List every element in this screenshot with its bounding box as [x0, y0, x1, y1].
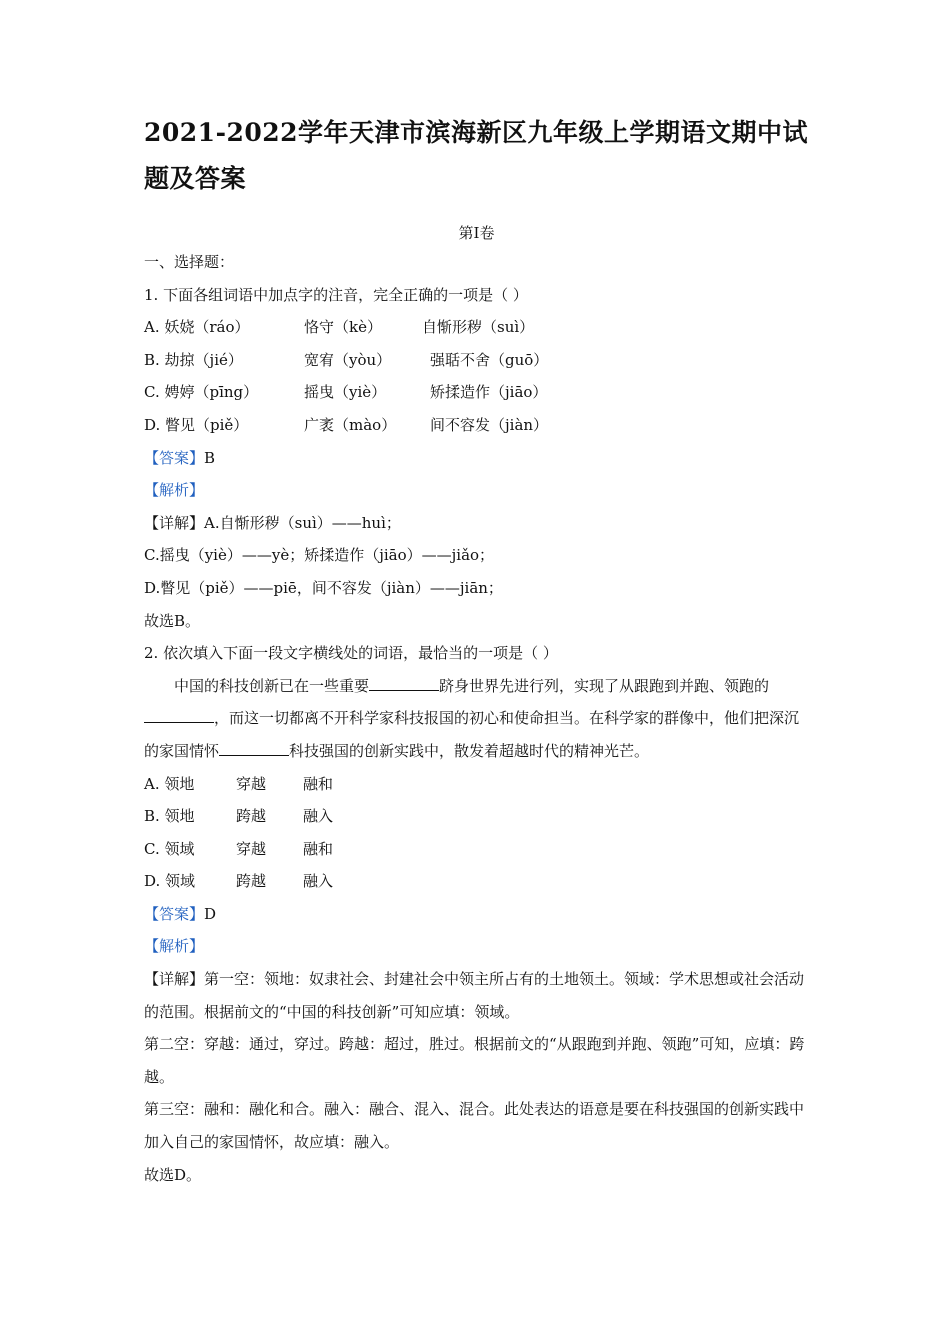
question-1-analysis	[144, 474, 809, 507]
question-2-detail-blank-2: 第二空：穿越：通过，穿过。跨越：超过，胜过。根据前文的“从跟跑到并跑、领跑”可知，应填：跨越。	[144, 1035, 805, 1086]
passage-part-1: 中国的科技创新已在一些重要	[174, 676, 370, 695]
question-2-stem: 2. 依次填入下面一段文字横线处的词语，最恰当的一项是（ ）	[144, 644, 558, 663]
question-2-option-a	[144, 768, 809, 801]
option-a-word-3: 融和	[303, 774, 334, 793]
blank-1	[369, 676, 439, 691]
detail-tag: 【详解】	[144, 970, 205, 989]
option-c-word-2: 摇曳（yiè）	[304, 383, 387, 402]
question-2-detail-blank-3: 第三空：融和：融化和合。融入：融合、混入、混合。此处表达的语意是要在科技强国的创新实践中加入自己的家国情怀，故应填：融入。	[144, 1100, 805, 1152]
detail-text: A.自惭形秽（suì）——huì；	[204, 513, 401, 532]
document-title: 2021-2022学年天津市滨海新区九年级上学期语文期中试题及答案	[144, 118, 809, 193]
option-b-word-1: B. 劫掠（jié）	[144, 350, 243, 369]
option-b-word-1: B. 领地	[144, 807, 195, 826]
answer-value: B	[204, 448, 216, 467]
analysis-tag: 【解析】	[144, 481, 205, 500]
answer-value: D	[204, 904, 217, 923]
question-1-option-c	[144, 376, 809, 409]
question-1-option-d	[144, 409, 809, 442]
question-1-option-b	[144, 344, 809, 377]
option-d-word-2: 跨越	[236, 872, 267, 891]
option-c-word-1: C. 娉婷（pīng）	[144, 383, 259, 402]
question-2-answer	[144, 898, 809, 931]
blank-3	[219, 741, 289, 756]
volume-heading: 第Ⅰ卷	[458, 224, 495, 242]
question-2-analysis	[144, 930, 809, 963]
option-a-word-2: 穿越	[236, 774, 267, 793]
passage-part-4: 科技强国的创新实践中，散发着超越时代的精神光芒。	[289, 741, 650, 760]
question-1-stem: 1. 下面各组词语中加点字的注音，完全正确的一项是（ ）	[144, 285, 528, 304]
blank-2	[144, 708, 214, 723]
option-a-word-1: A. 妖娆（ráo）	[144, 318, 250, 337]
detail-text: 第一空：领地：奴隶社会、封建社会中领主所占有的土地领土。领域：学术思想或社会活动的范围。根据前文的“中国的科技创新”可知应填：领域。	[144, 970, 805, 1021]
option-b-word-2: 跨越	[236, 807, 267, 826]
option-c-word-1: C. 领域	[144, 839, 195, 858]
option-d-word-1: D. 领域	[144, 872, 196, 891]
option-b-word-2: 宽宥（yòu）	[304, 350, 392, 369]
passage-part-3: ，而这一切都离不开科学家科技报国的初心和使命担当。在科学家的群像中，他们把深沉的家国情怀	[144, 709, 800, 760]
question-2-conclusion: 故选D。	[144, 1165, 202, 1184]
option-c-word-3: 矫揉造作（jiāo）	[430, 383, 548, 402]
analysis-tag: 【解析】	[144, 937, 205, 956]
question-1-detail-d: D.瞥见（piě）——piē，间不容发（jiàn）——jiān；	[144, 578, 503, 597]
question-2-option-d	[144, 865, 809, 898]
question-1-answer	[144, 442, 809, 475]
option-a-word-1: A. 领地	[144, 774, 195, 793]
section-heading: 一、选择题：	[144, 253, 235, 271]
answer-tag: 【答案】	[144, 448, 205, 467]
option-d-word-1: D. 瞥见（piě）	[144, 415, 249, 434]
option-d-word-3: 融入	[303, 872, 334, 891]
question-1-detail	[144, 507, 809, 540]
question-2-option-b	[144, 800, 809, 833]
answer-tag: 【答案】	[144, 904, 205, 923]
option-d-word-3: 间不容发（jiàn）	[430, 415, 549, 434]
question-2-option-c	[144, 833, 809, 866]
option-b-word-3: 强聒不舍（guō）	[430, 350, 549, 369]
question-1-detail-c: C.摇曳（yiè）——yè；矫揉造作（jiāo）——jiǎo；	[144, 546, 495, 565]
option-c-word-2: 穿越	[236, 839, 267, 858]
question-1-option-a	[144, 311, 809, 344]
option-a-word-2: 恪守（kè）	[304, 318, 382, 337]
question-1-conclusion: 故选B。	[144, 611, 201, 630]
option-d-word-2: 广袤（mào）	[304, 415, 397, 434]
detail-tag: 【详解】	[144, 513, 205, 532]
passage-part-2: 跻身世界先进行列，实现了从跟跑到并跑、领跑的	[439, 676, 770, 695]
question-2-passage	[144, 670, 809, 768]
option-c-word-3: 融和	[303, 839, 334, 858]
document-page	[144, 110, 809, 1191]
question-2-detail-blank-1	[144, 963, 809, 1028]
option-a-word-3: 自惭形秽（suì）	[422, 318, 535, 337]
option-b-word-3: 融入	[303, 807, 334, 826]
